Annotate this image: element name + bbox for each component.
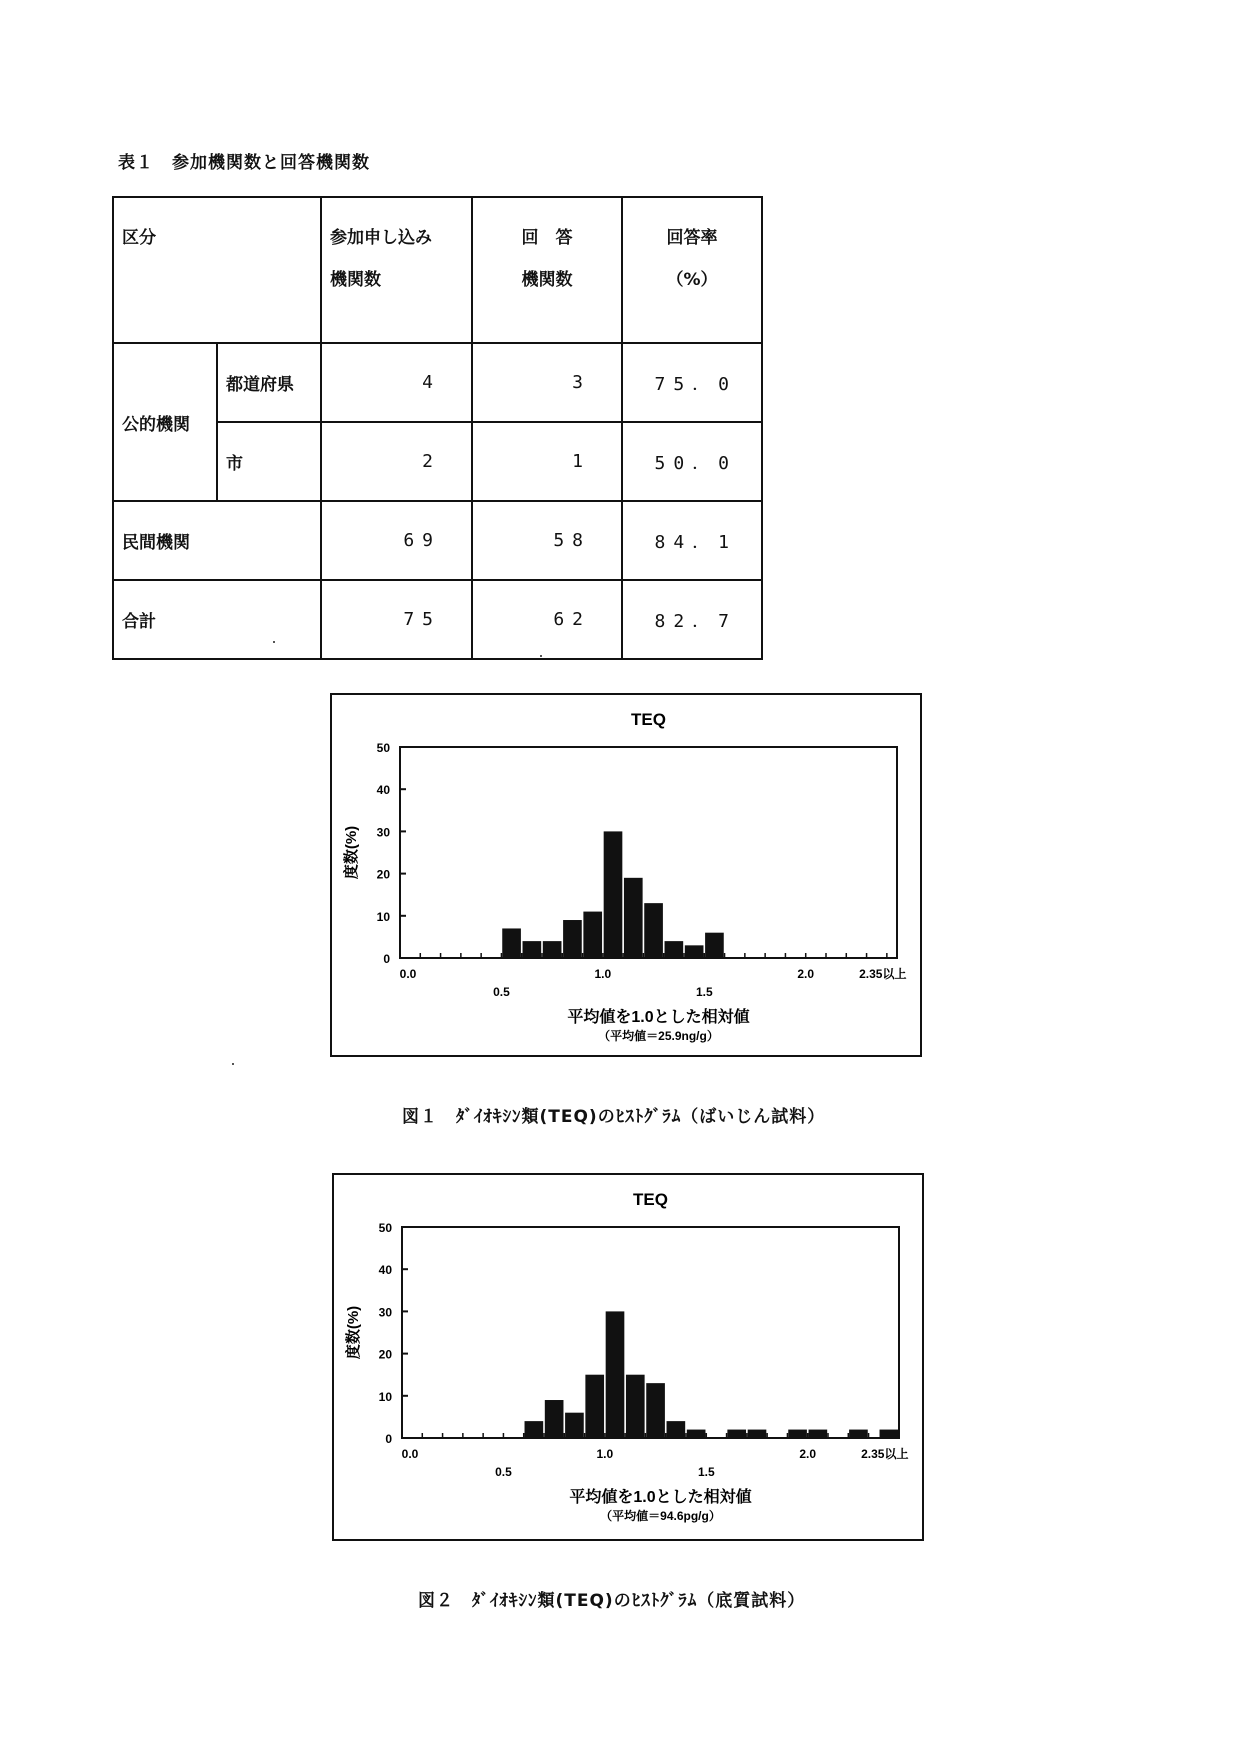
cell-applied: 69 <box>321 501 472 580</box>
y-tick-label: 30 <box>376 825 390 840</box>
cell-rate: 84．1 <box>622 501 762 580</box>
histogram-bar <box>809 1430 828 1438</box>
figure-2-caption: 図２ ﾀﾞｲｵｷｼﾝ類(TEQ)のﾋｽﾄｸﾞﾗﾑ（底質試料） <box>418 1591 806 1611</box>
x-tick-label: 0.5 <box>493 985 510 999</box>
histogram-bar <box>585 1375 604 1438</box>
header-rate-line2: （%） <box>666 270 718 290</box>
histogram-bar <box>880 1430 899 1438</box>
scan-speck <box>540 655 542 657</box>
y-axis-label: 度数(%) <box>345 1305 362 1360</box>
x-tick-label: 1.0 <box>594 967 612 981</box>
histogram-bar <box>705 933 724 958</box>
scan-speck <box>273 641 275 643</box>
y-tick-label: 0 <box>385 1432 392 1446</box>
y-tick-label: 40 <box>376 783 390 798</box>
x-tick-label: 2.0 <box>799 1447 817 1461</box>
cell-applied: 2 <box>321 422 472 501</box>
y-tick-label: 30 <box>378 1305 392 1320</box>
header-applied <box>321 197 472 343</box>
row-label: 市 <box>217 422 321 501</box>
histogram-bar <box>583 912 602 958</box>
histogram-bar <box>644 903 663 958</box>
histogram-fly-ash-svg <box>332 695 920 1055</box>
header-applied-line2: 機関数 <box>330 270 381 290</box>
histogram-bar <box>685 945 704 958</box>
y-tick-label: 50 <box>376 741 390 755</box>
header-answered-line1: 回 答 <box>521 228 573 248</box>
table-row <box>113 343 762 422</box>
table-caption: 表１ 参加機関数と回答機関数 <box>118 153 370 173</box>
x-axis-label: 平均値を1.0とした相対値 <box>567 1009 750 1026</box>
cell-applied: 75 <box>321 580 472 659</box>
histogram-bar <box>563 920 582 958</box>
public-group-label: 公的機関 <box>113 343 217 501</box>
histogram-bar <box>604 831 623 958</box>
y-axis-label: 度数(%) <box>343 825 360 880</box>
x-tick-label: 0.0 <box>399 967 417 981</box>
chart-title: TEQ <box>633 1190 668 1209</box>
cell-answered: 62 <box>472 580 622 659</box>
histogram-bar <box>849 1430 868 1438</box>
row-label: 合計 <box>113 580 321 659</box>
histogram-bar <box>748 1430 767 1438</box>
header-answered-line2: 機関数 <box>521 270 573 290</box>
y-tick-label: 50 <box>378 1221 392 1235</box>
cell-answered: 58 <box>472 501 622 580</box>
histogram-bar <box>502 928 521 958</box>
header-rate-line1: 回答率 <box>666 228 718 248</box>
histogram-bar <box>788 1430 807 1438</box>
participation-table <box>112 196 763 660</box>
cell-answered: 3 <box>472 343 622 422</box>
x-axis-sublabel: （平均値＝94.6pg/g） <box>600 1509 721 1523</box>
x-axis-label: 平均値を1.0とした相対値 <box>569 1489 752 1506</box>
histogram-fly-ash <box>330 693 922 1057</box>
row-label: 民間機関 <box>113 501 321 580</box>
scan-speck <box>232 1063 234 1065</box>
x-tick-label: 1.5 <box>695 985 713 999</box>
header-category <box>113 197 321 343</box>
y-tick-label: 0 <box>383 952 390 966</box>
histogram-bar <box>523 941 542 958</box>
histogram-bar <box>667 1421 686 1438</box>
cell-applied: 4 <box>321 343 472 422</box>
x-tick-label: 0.0 <box>401 1447 419 1461</box>
histogram-bar <box>727 1430 746 1438</box>
x-tick-label: 2.35以上 <box>859 967 907 981</box>
x-tick-label: 2.0 <box>797 967 815 981</box>
header-applied-line1: 参加申し込み <box>330 228 432 248</box>
x-tick-label: 0.5 <box>495 1465 512 1479</box>
histogram-bar <box>665 941 684 958</box>
cell-rate: 82．7 <box>622 580 762 659</box>
header-rate <box>622 197 762 343</box>
histogram-sediment <box>332 1173 924 1541</box>
x-tick-label: 1.0 <box>596 1447 614 1461</box>
figure-1-caption: 図１ ﾀﾞｲｵｷｼﾝ類(TEQ)のﾋｽﾄｸﾞﾗﾑ（ばいじん試料） <box>402 1107 826 1127</box>
histogram-bar <box>646 1383 665 1438</box>
cell-rate: 50．0 <box>622 422 762 501</box>
histogram-bar <box>687 1430 706 1438</box>
y-tick-label: 40 <box>378 1263 392 1278</box>
y-tick-label: 10 <box>378 1389 392 1404</box>
histogram-sediment-svg <box>334 1175 922 1539</box>
y-tick-label: 20 <box>376 867 390 882</box>
histogram-bar <box>543 941 562 958</box>
table-row <box>113 580 762 659</box>
y-tick-label: 10 <box>376 909 390 924</box>
table-header-row <box>113 197 762 343</box>
histogram-bar <box>565 1413 584 1438</box>
row-label: 都道府県 <box>217 343 321 422</box>
x-tick-label: 2.35以上 <box>861 1447 909 1461</box>
chart-title: TEQ <box>631 710 666 729</box>
cell-answered: 1 <box>472 422 622 501</box>
histogram-bar <box>606 1311 625 1438</box>
cell-rate: 75．0 <box>622 343 762 422</box>
table-row <box>113 501 762 580</box>
histogram-bar <box>525 1421 544 1438</box>
x-axis-sublabel: （平均値＝25.9ng/g） <box>598 1029 719 1043</box>
histogram-bar <box>545 1400 564 1438</box>
y-tick-label: 20 <box>378 1347 392 1362</box>
header-answered <box>472 197 622 343</box>
x-tick-label: 1.5 <box>697 1465 715 1479</box>
histogram-bar <box>624 878 643 958</box>
header-category-label: 区分 <box>122 228 156 248</box>
histogram-bar <box>626 1375 645 1438</box>
